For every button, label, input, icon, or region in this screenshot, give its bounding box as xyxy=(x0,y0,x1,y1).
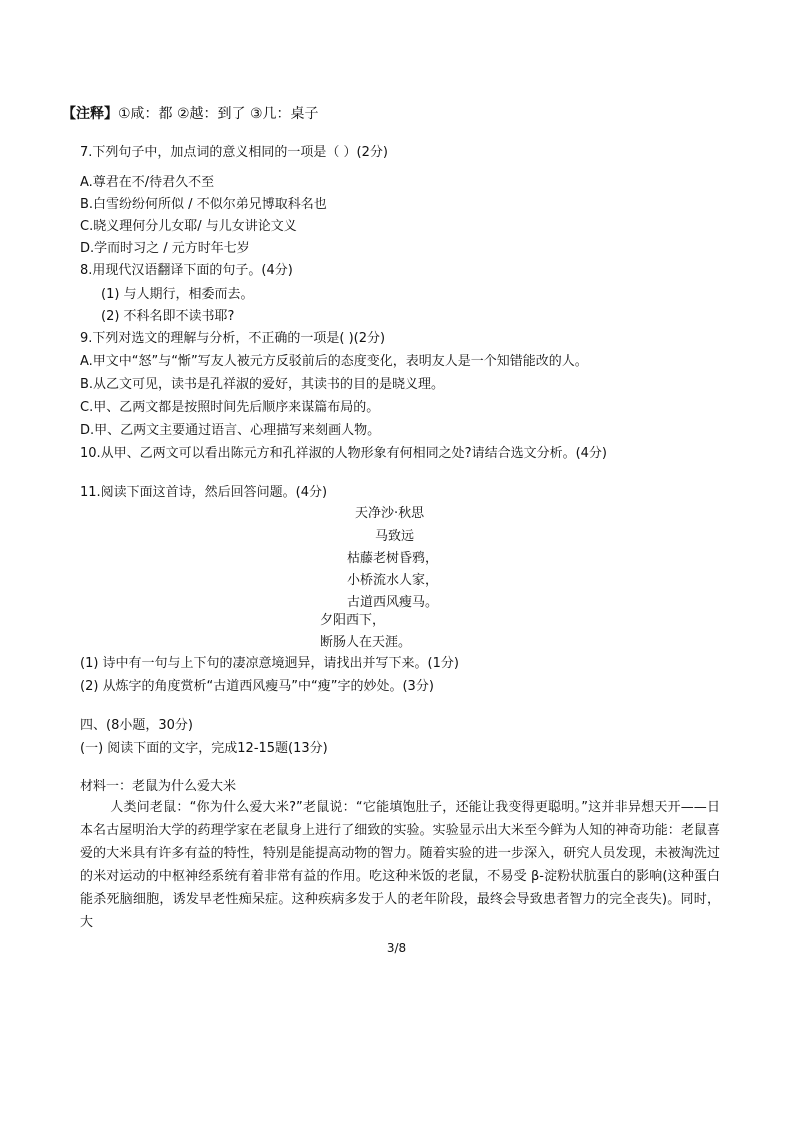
material1-title: 材料一：老鼠为什么爱大米 xyxy=(80,779,237,794)
q9-stem: 9.下列对选文的理解与分析，不正确的一项是( )(2分) xyxy=(80,331,386,346)
poem-author: 马致远 xyxy=(375,529,415,544)
poem-title: 天净沙·秋思 xyxy=(355,506,425,521)
section4-heading: 四、(8小题，30分) xyxy=(80,718,193,733)
poem-line-3: 古道西风瘦马。 xyxy=(347,595,439,610)
q7-option-b: B.白雪纷纷何所似 / 不似尔弟兄博取科名也 xyxy=(80,197,327,212)
poem-line-5: 断肠人在天涯。 xyxy=(320,635,412,650)
q7-option-c: C.晓义理何分儿女耶/ 与儿女讲论文义 xyxy=(80,219,297,234)
q9-option-b: B.从乙文可见，读书是孔祥淑的爱好，其读书的目的是晓义理。 xyxy=(80,377,445,392)
section4-subheading: (一) 阅读下面的文字，完成12-15题(13分) xyxy=(80,741,328,756)
poem-line-2: 小桥流水人家， xyxy=(347,573,439,588)
page-number: 3/8 xyxy=(386,941,407,955)
q9-option-a: A.甲文中“怒”与“惭”写友人被元方反驳前后的态度变化，表明友人是一个知错能改的人。 xyxy=(80,354,588,369)
q11-item-2: (2) 从炼字的角度赏析“古道西风瘦马”中“瘦”字的妙处。(3分) xyxy=(80,679,434,694)
poem-line-4: 夕阳西下， xyxy=(320,613,386,628)
q8-item-1: (1) 与人期行，相委而去。 xyxy=(101,287,254,302)
notes-text: ①咸：都 ②越：到了 ③几：桌子 xyxy=(118,106,319,122)
poem-line-1: 枯藤老树昏鸦， xyxy=(347,551,439,566)
q8-item-2: (2) 不科名即不读书耶? xyxy=(101,309,235,324)
q7-option-a: A.尊君在不/待君久不至 xyxy=(80,175,215,190)
q11-item-1: (1) 诗中有一句与上下句的凄凉意境迥异，请找出并写下来。(1分) xyxy=(80,656,459,671)
q8-stem: 8.用现代汉语翻译下面的句子。(4分) xyxy=(80,263,293,278)
q11-stem: 11.阅读下面这首诗，然后回答问题。(4分) xyxy=(80,485,328,500)
q9-option-c: C.甲、乙两文都是按照时间先后顺序来谋篇布局的。 xyxy=(80,400,380,415)
q9-option-d: D.甲、乙两文主要通过语言、心理描写来刻画人物。 xyxy=(80,423,381,438)
notes-line xyxy=(62,106,319,122)
material1-body-text: 人类问老鼠：“你为什么爱大米?”老鼠说：“它能填饱肚子，还能让我变得更聪明。”这并非异想天开——日本名古屋明治大学的药理学家在老鼠身上进行了细致的实验。实验显示出大米至今鲜为人知的神奇功能：老鼠喜爱的大米具有许多有益的特性，特别是能提高动物的智力。随着实验的进一步深入，研究人员发现，未被淘洗过的米对运动的中枢神经系统有着非常有益的作用。吃这种米饭的老鼠，不易受 β-淀粉状肮蛋白的影响(这种蛋白能杀死脑细胞，诱发早老性痴呆症。这种疾病多发于人的老年阶段，最终会导致患者智力的完全丧失)。同时，大 xyxy=(80,800,720,930)
material1-body xyxy=(80,796,720,934)
q10-stem: 10.从甲、乙两文可以看出陈元方和孔祥淑的人物形象有何相同之处?请结合选文分析。(4分) xyxy=(80,446,607,461)
q7-stem: 7.下列句子中，加点词的意义相同的一项是（ ）(2分) xyxy=(80,145,388,160)
notes-label: 【注释】 xyxy=(62,106,118,122)
q7-option-d: D.学而时习之 / 元方时年七岁 xyxy=(80,241,250,256)
